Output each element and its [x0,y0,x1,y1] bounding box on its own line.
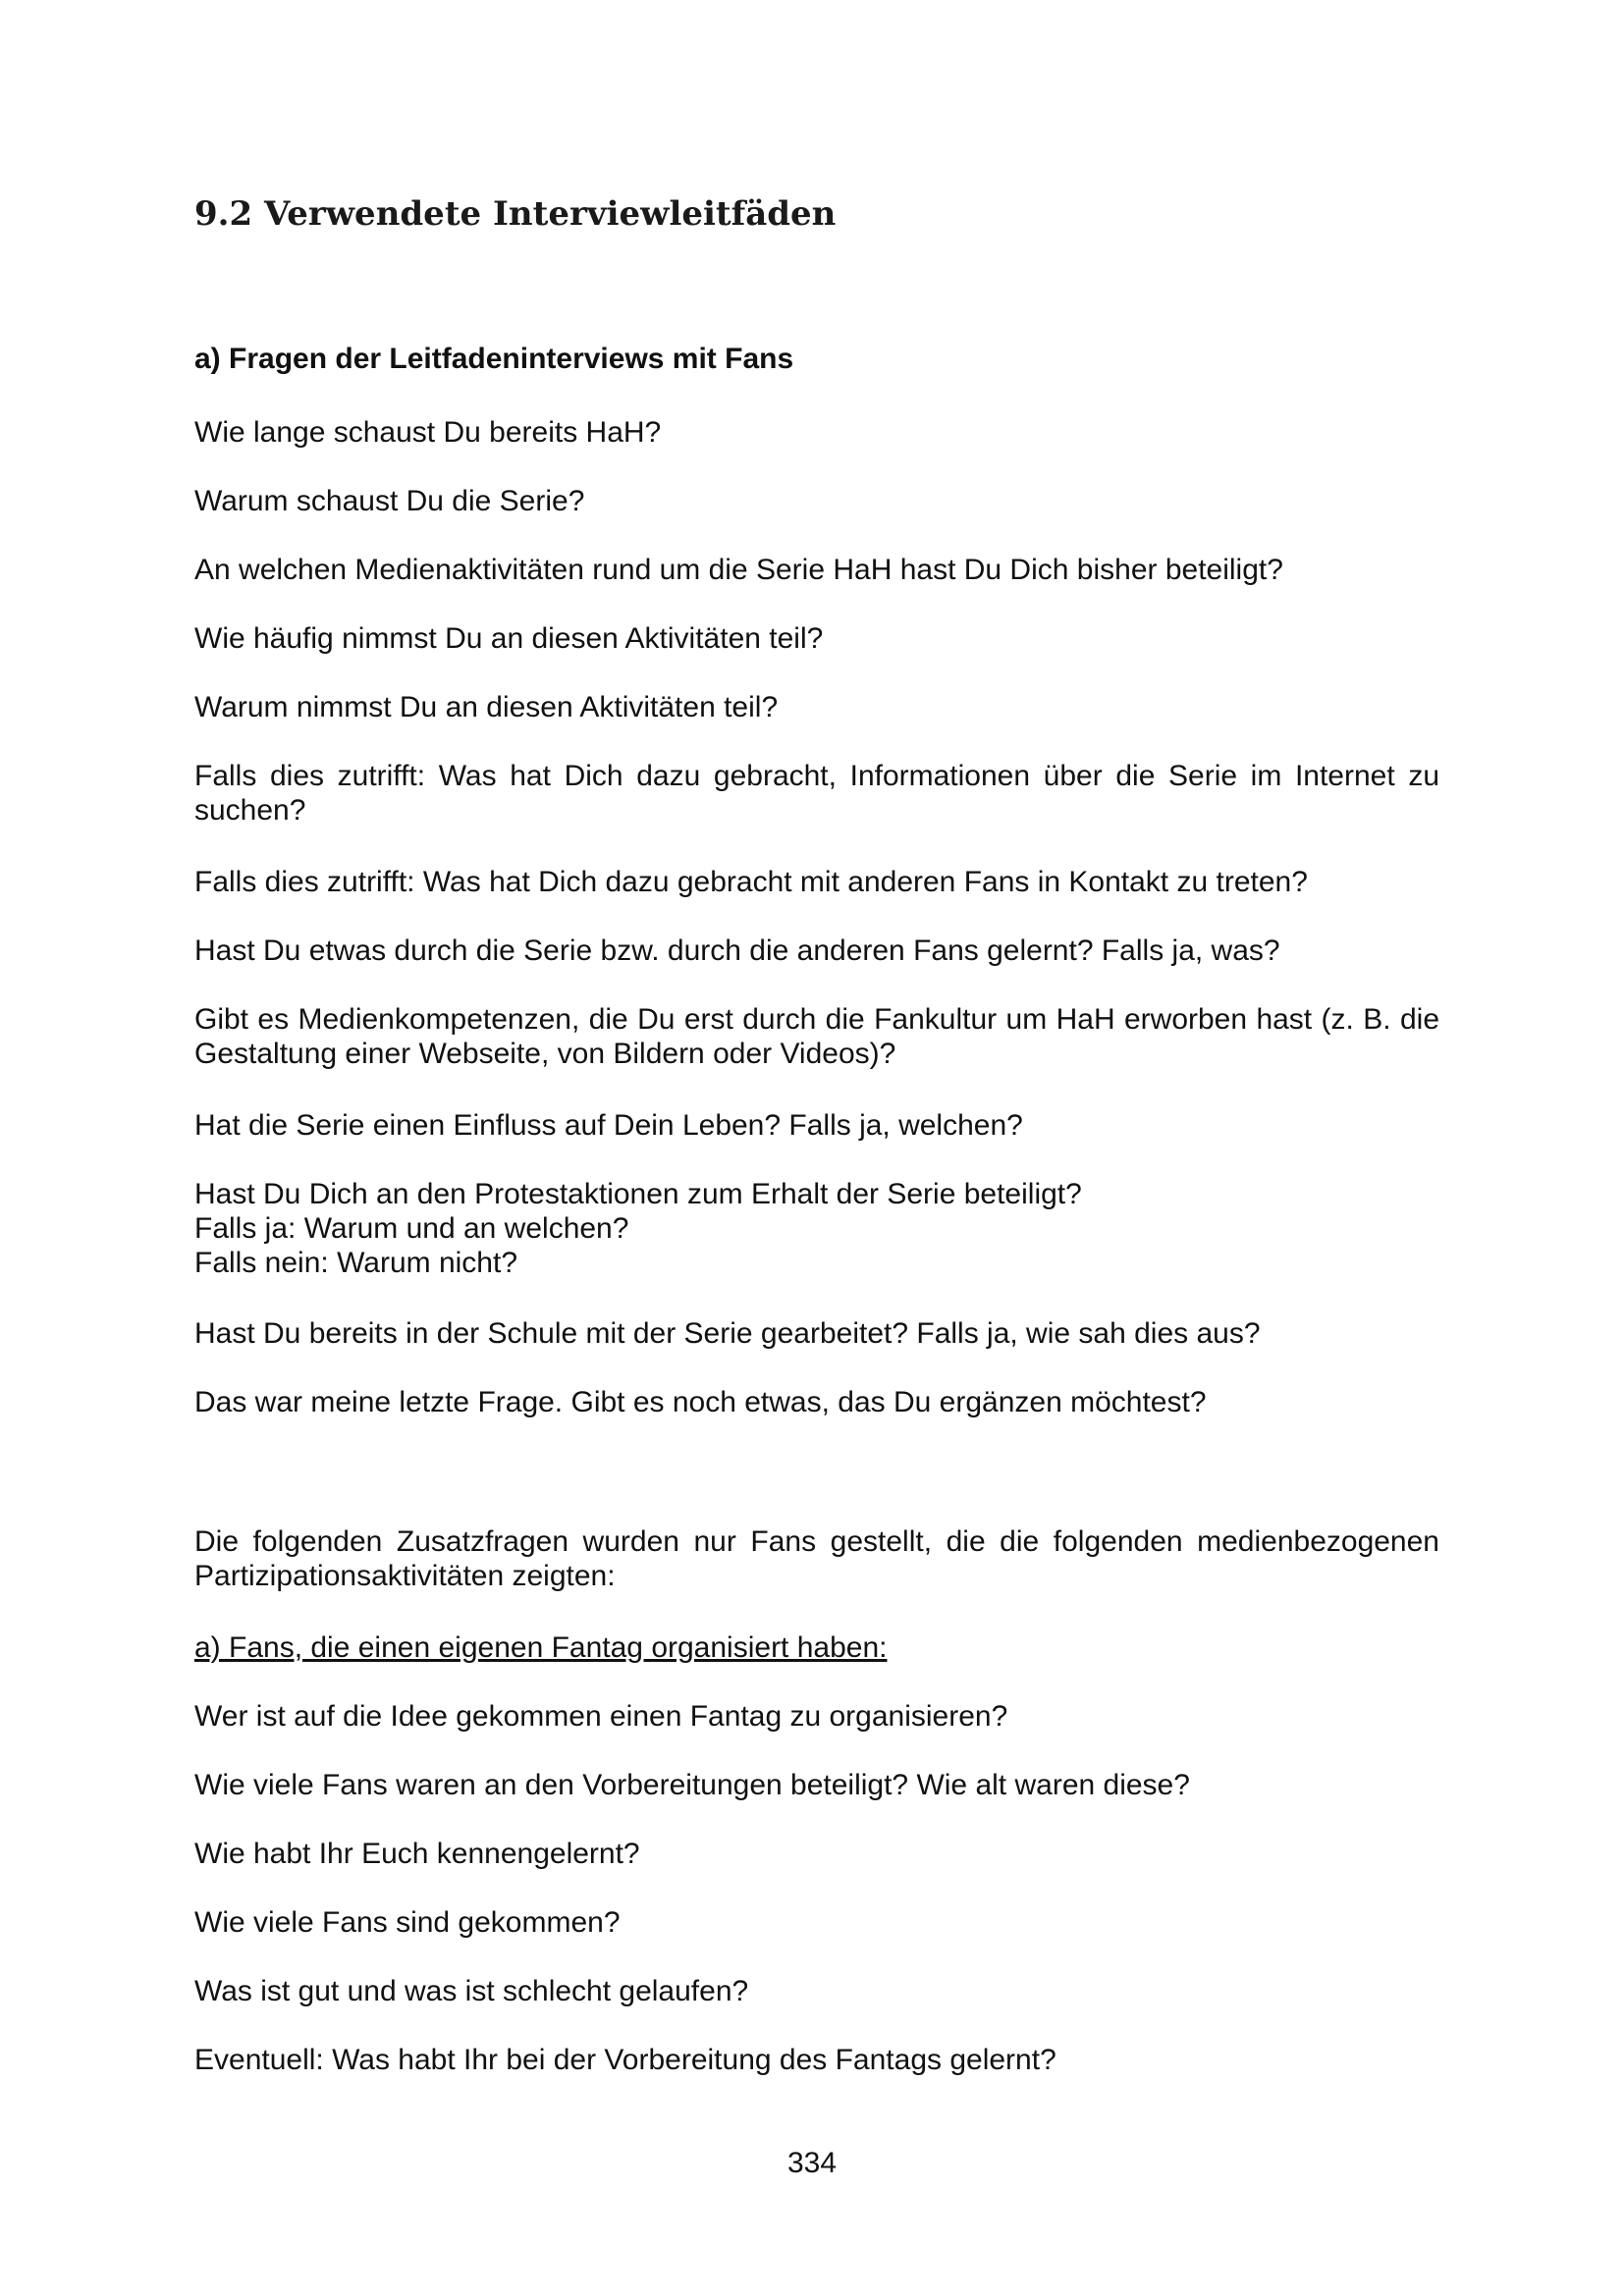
fantag-heading: a) Fans, die einen eigenen Fantag organisiert haben: [194,1631,888,1664]
fantag-question: Wie habt Ihr Euch kennengelernt? [194,1838,640,1870]
question-item: Falls dies zutrifft: Was hat Dich dazu gebracht, Informationen über die Serie im Internet zu suchen? [194,760,1439,827]
question-item: Warum schaust Du die Serie? [194,485,585,517]
protest-question-block [194,1177,1439,1280]
question-item: Hast Du bereits in der Schule mit der Serie gearbeitet? Falls ja, wie sah dies aus? [194,1317,1261,1350]
protest-question: Hast Du Dich an den Protestaktionen zum Erhalt der Serie beteiligt? [194,1178,1082,1210]
subsection-title: a) Fragen der Leitfadeninterviews mit Fans [194,343,794,375]
question-item: Das war meine letzte Frage. Gibt es noch etwas, das Du ergänzen möchtest? [194,1386,1207,1418]
protest-followup-no: Falls nein: Warum nicht? [194,1247,518,1279]
additional-questions-intro: Die folgenden Zusatzfragen wurden nur Fans gestellt, die die folgenden medienbezogenen Partizipationsaktivitäten zeigten: [194,1525,1439,1592]
question-item: Gibt es Medienkompetenzen, die Du erst durch die Fankultur um HaH erworben hast (z. B. die Gestaltung einer Webseite, von Bildern oder Videos)? [194,1003,1439,1070]
section-title: 9.2 Verwendete Interviewleitfäden [194,194,837,234]
protest-followup-yes: Falls ja: Warum und an welchen? [194,1212,629,1245]
fantag-question: Wer ist auf die Idee gekommen einen Fantag zu organisieren? [194,1700,1008,1733]
fantag-question: Eventuell: Was habt Ihr bei der Vorbereitung des Fantags gelernt? [194,2044,1056,2076]
question-item: Wie häufig nimmst Du an diesen Aktivitäten teil? [194,622,824,655]
fantag-question: Wie viele Fans waren an den Vorbereitungen beteiligt? Wie alt waren diese? [194,1769,1190,1801]
question-item: Falls dies zutrifft: Was hat Dich dazu gebracht mit anderen Fans in Kontakt zu treten? [194,866,1308,898]
question-item: Warum nimmst Du an diesen Aktivitäten teil? [194,691,779,723]
question-item: An welchen Medienaktivitäten rund um die Serie HaH hast Du Dich bisher beteiligt? [194,554,1283,586]
page-number: 334 [786,2147,838,2179]
fantag-question: Was ist gut und was ist schlecht gelaufen? [194,1975,749,2007]
question-item: Hast Du etwas durch die Serie bzw. durch die anderen Fans gelernt? Falls ja, was? [194,934,1280,967]
fantag-question: Wie viele Fans sind gekommen? [194,1906,621,1939]
question-item: Wie lange schaust Du bereits HaH? [194,416,662,449]
question-item: Hat die Serie einen Einfluss auf Dein Leben? Falls ja, welchen? [194,1109,1023,1142]
